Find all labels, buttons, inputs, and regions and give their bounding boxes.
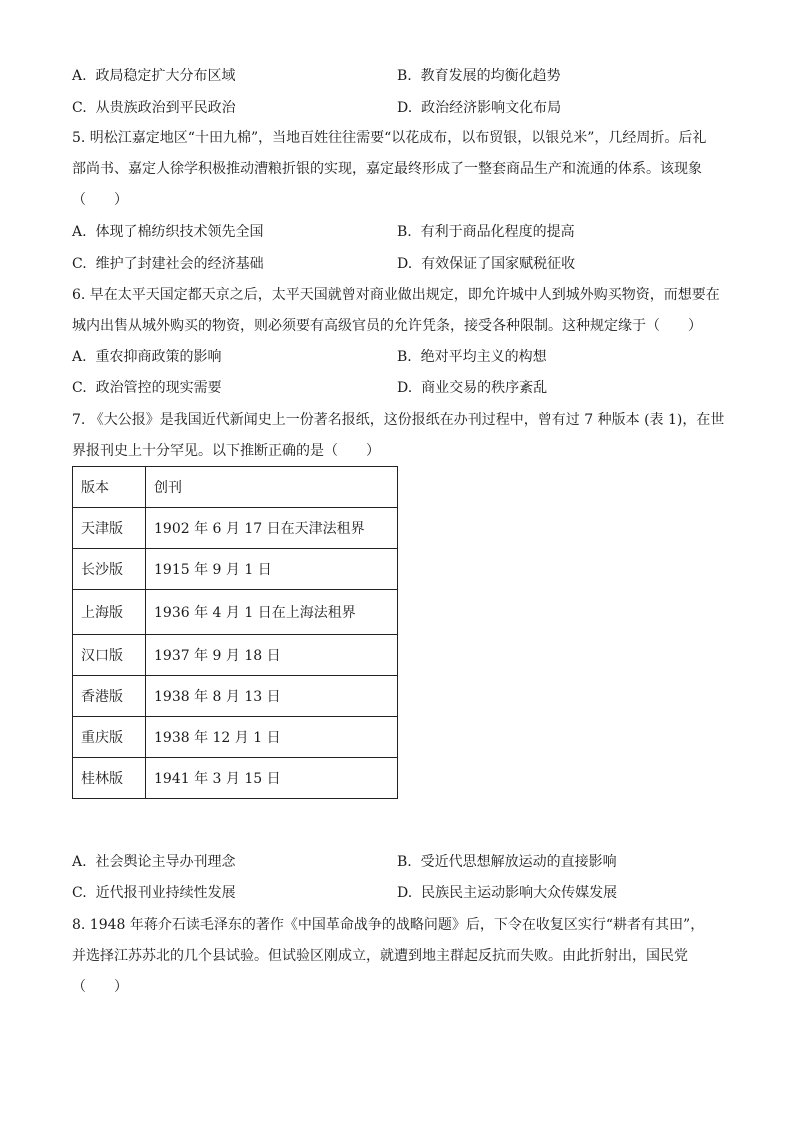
q8-line-2: 并选择江苏苏北的几个县试验。但试验区刚成立，就遭到地主群起反抗而失败。由此折射出，国民党 [72, 948, 688, 964]
q4-options-row-1 [72, 65, 732, 87]
table-cell-founded: 1902 年 6 月 17 日在天津法租界 [146, 508, 398, 549]
q6-option-a[interactable]: A. 重农抑商政策的影响 [72, 349, 222, 365]
edition-table [72, 466, 398, 799]
q7-options-row-2 [72, 882, 732, 904]
table-cell-founded: 1936 年 4 月 1 日在上海法租界 [146, 590, 398, 635]
q5-line-1: 5. 明松江嘉定地区“十田九棉”，当地百姓往往需要“以花成布，以布贸银，以银兑米”，几经周折。后礼 [72, 130, 707, 146]
q4-options-row-2 [72, 97, 732, 119]
q4-option-d[interactable]: D. 政治经济影响文化布局 [397, 100, 562, 116]
q5-options-row-2 [72, 253, 732, 275]
table-row [73, 758, 398, 799]
q7-options-row-1 [72, 851, 732, 873]
table-row [73, 676, 398, 717]
table-cell-edition: 长沙版 [73, 549, 146, 590]
q6-line-1: 6. 早在太平天国定都天京之后，太平天国就曾对商业做出规定，即允许城中人到城外购买物资，而想要在 [72, 287, 720, 303]
table-row [73, 549, 398, 590]
q7-line-2: 界报刊史上十分罕见。以下推断正确的是（ ） [72, 443, 380, 459]
q6-option-b[interactable]: B. 绝对平均主义的构想 [397, 349, 547, 365]
table-row [73, 590, 398, 635]
table-header-cell: 版本 [73, 467, 146, 508]
q5-option-b[interactable]: B. 有利于商品化程度的提高 [397, 224, 575, 240]
table-row [73, 635, 398, 676]
table-cell-edition: 上海版 [73, 590, 146, 635]
table-cell-edition: 桂林版 [73, 758, 146, 799]
q4-option-b[interactable]: B. 教育发展的均衡化趋势 [397, 68, 561, 84]
table-cell-founded: 1938 年 12 月 1 日 [146, 717, 398, 758]
q8-line-1: 8. 1948 年蒋介石读毛泽东的著作《中国革命战争的战略问题》后，下令在收复区实行“耕者有其田”， [72, 917, 705, 933]
q7-option-a[interactable]: A. 社会舆论主导办刊理念 [72, 854, 236, 870]
q5-option-a[interactable]: A. 体现了棉纺织技术领先全国 [72, 224, 264, 240]
table-cell-founded: 1937 年 9 月 18 日 [146, 635, 398, 676]
table-cell-edition: 汉口版 [73, 635, 146, 676]
q4-option-a[interactable]: A. 政局稳定扩大分布区域 [72, 68, 236, 84]
q8-stem [72, 910, 732, 1003]
q5-option-c[interactable]: C. 维护了封建社会的经济基础 [72, 256, 264, 272]
q5-line-2: 部尚书、嘉定人徐学积极推动漕粮折银的实现，嘉定最终形成了一整套商品生产和流通的体系。该现象 [72, 161, 702, 177]
q5-options-row-1 [72, 221, 732, 243]
q7-option-c[interactable]: C. 近代报刊业持续性发展 [72, 885, 236, 901]
table-cell-founded: 1938 年 8 月 13 日 [146, 676, 398, 717]
table-row [73, 717, 398, 758]
table-cell-edition: 天津版 [73, 508, 146, 549]
q7-option-d[interactable]: D. 民族民主运动影响大众传媒发展 [397, 885, 618, 901]
q7-stem [72, 405, 732, 467]
table-cell-founded: 1915 年 9 月 1 日 [146, 549, 398, 590]
q6-stem [72, 280, 732, 342]
q5-stem [72, 123, 732, 216]
q6-option-d[interactable]: D. 商业交易的秩序紊乱 [397, 380, 548, 396]
q6-option-c[interactable]: C. 政治管控的现实需要 [72, 380, 222, 396]
q6-options-row-1 [72, 346, 732, 368]
q5-line-3: （ ） [72, 192, 128, 208]
q7-line-1: 7. 《大公报》是我国近代新闻史上一份著名报纸，这份报纸在办刊过程中，曾有过 7 种版本 (表 1)，在世 [72, 412, 725, 428]
table-cell-founded: 1941 年 3 月 15 日 [146, 758, 398, 799]
q6-line-2: 城内出售从城外购买的物资，则必须要有高级官员的允许凭条，接受各种限制。这种规定缘于（ ） [72, 318, 702, 334]
table-row [73, 508, 398, 549]
table-cell-edition: 香港版 [73, 676, 146, 717]
table-header-cell: 创刊 [146, 467, 398, 508]
table-cell-edition: 重庆版 [73, 717, 146, 758]
q7-option-b[interactable]: B. 受近代思想解放运动的直接影响 [397, 854, 617, 870]
q5-option-d[interactable]: D. 有效保证了国家赋税征收 [397, 256, 576, 272]
q4-option-c[interactable]: C. 从贵族政治到平民政治 [72, 100, 236, 116]
q8-line-3: （ ） [72, 979, 128, 995]
q6-options-row-2 [72, 377, 732, 399]
table-header-row [73, 467, 398, 508]
